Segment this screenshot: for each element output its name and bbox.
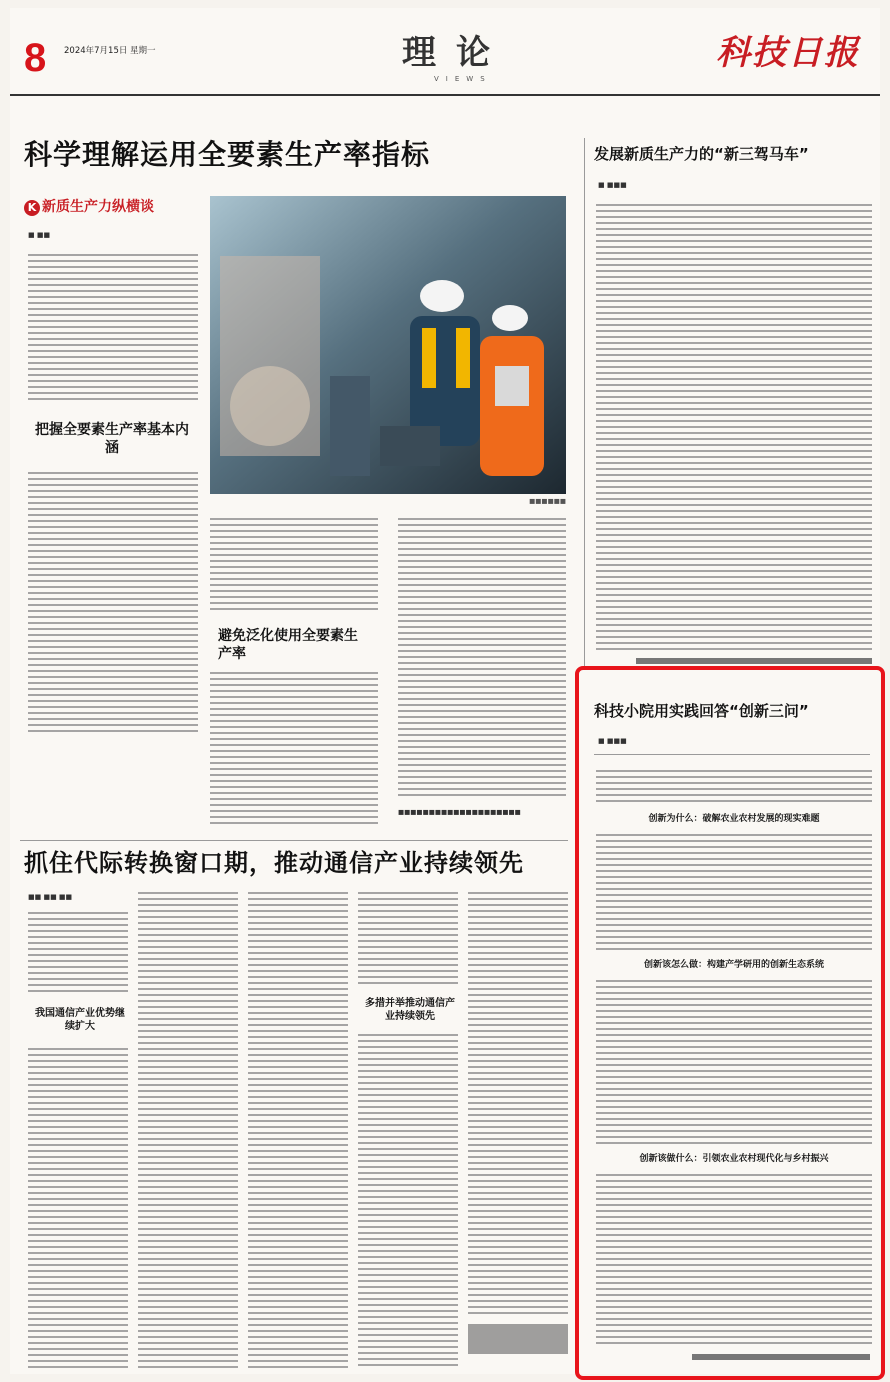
- bottom-article-rule: [20, 840, 568, 841]
- main-text-block-5: [398, 518, 566, 800]
- newspaper-logo: 科技日报: [716, 33, 860, 73]
- column-divider: [584, 138, 585, 668]
- main-byline: ■ ■■: [28, 231, 51, 239]
- column-tag-label: 新质生产力纵横谈: [42, 199, 154, 215]
- column-tag-badge: K: [24, 200, 40, 216]
- bottom-text-6: [358, 1034, 458, 1368]
- highlighted-subhead-3: 创新该做什么：引领农业农村现代化与乡村振兴: [639, 1154, 829, 1164]
- highlighted-text-1: [596, 770, 872, 806]
- date-line: 2024年7月15日 星期一: [64, 46, 156, 56]
- bottom-text-4: [248, 892, 348, 1368]
- highlighted-subhead-1: 创新为什么：破解农业农村发展的现实难题: [648, 814, 820, 824]
- masthead: [10, 8, 880, 88]
- main-headline: 科学理解运用全要素生产率指标: [24, 138, 431, 171]
- bottom-author-note: [468, 1324, 568, 1354]
- bottom-byline: ■■ ■■ ■■: [28, 893, 73, 901]
- main-author-note: ■■■■■■■■■■■■■■■■■■■■: [398, 808, 521, 816]
- newspaper-page: [10, 8, 880, 1374]
- highlighted-text-3: [596, 980, 872, 1144]
- main-text-block-3: [210, 518, 378, 614]
- highlighted-text-2: [596, 834, 872, 950]
- highlighted-text-4: [596, 1174, 872, 1348]
- column-tag: [24, 200, 154, 216]
- workers-photo: [210, 196, 566, 494]
- highlighted-headline: 科技小院用实践回答“创新三问”: [594, 702, 809, 720]
- masthead-rule: [10, 94, 880, 96]
- photo-credit: ■■■■■■: [529, 497, 566, 505]
- right-top-text: [596, 204, 872, 652]
- workers-photo-art: [210, 196, 566, 494]
- bottom-subhead-1: 我国通信产业优势继续扩大: [35, 1008, 125, 1032]
- section-en: VIEWS: [434, 75, 492, 83]
- right-top-author-note: [636, 658, 872, 664]
- bottom-text-2: [28, 1048, 128, 1368]
- main-text-block-1: [28, 254, 198, 404]
- bottom-headline: 抓住代际转换窗口期，推动通信产业持续领先: [24, 849, 524, 877]
- section-title: 理论: [402, 33, 510, 73]
- main-subhead-1: 把握全要素生产率基本内涵: [35, 422, 189, 456]
- bottom-subhead-2: 多措并举推动通信产业持续领先: [365, 998, 455, 1022]
- right-top-byline: ■ ■■■: [598, 181, 627, 189]
- main-text-block-4: [210, 672, 378, 826]
- bottom-text-5: [358, 892, 458, 984]
- highlighted-rule: [594, 754, 870, 755]
- bottom-text-7: [468, 892, 568, 1316]
- page-number: 8: [24, 36, 47, 80]
- bottom-text-3: [138, 892, 238, 1368]
- highlighted-byline: ■ ■■■: [598, 737, 627, 745]
- highlighted-subhead-2: 创新该怎么做：构建产学研用的创新生态系统: [643, 960, 824, 970]
- main-subhead-2: 避免泛化使用全要素生产率: [218, 628, 358, 662]
- main-text-block-2: [28, 472, 198, 734]
- right-top-headline: 发展新质生产力的“新三驾马车”: [594, 145, 809, 163]
- bottom-text-1: [28, 912, 128, 996]
- highlighted-author-note: [692, 1354, 870, 1360]
